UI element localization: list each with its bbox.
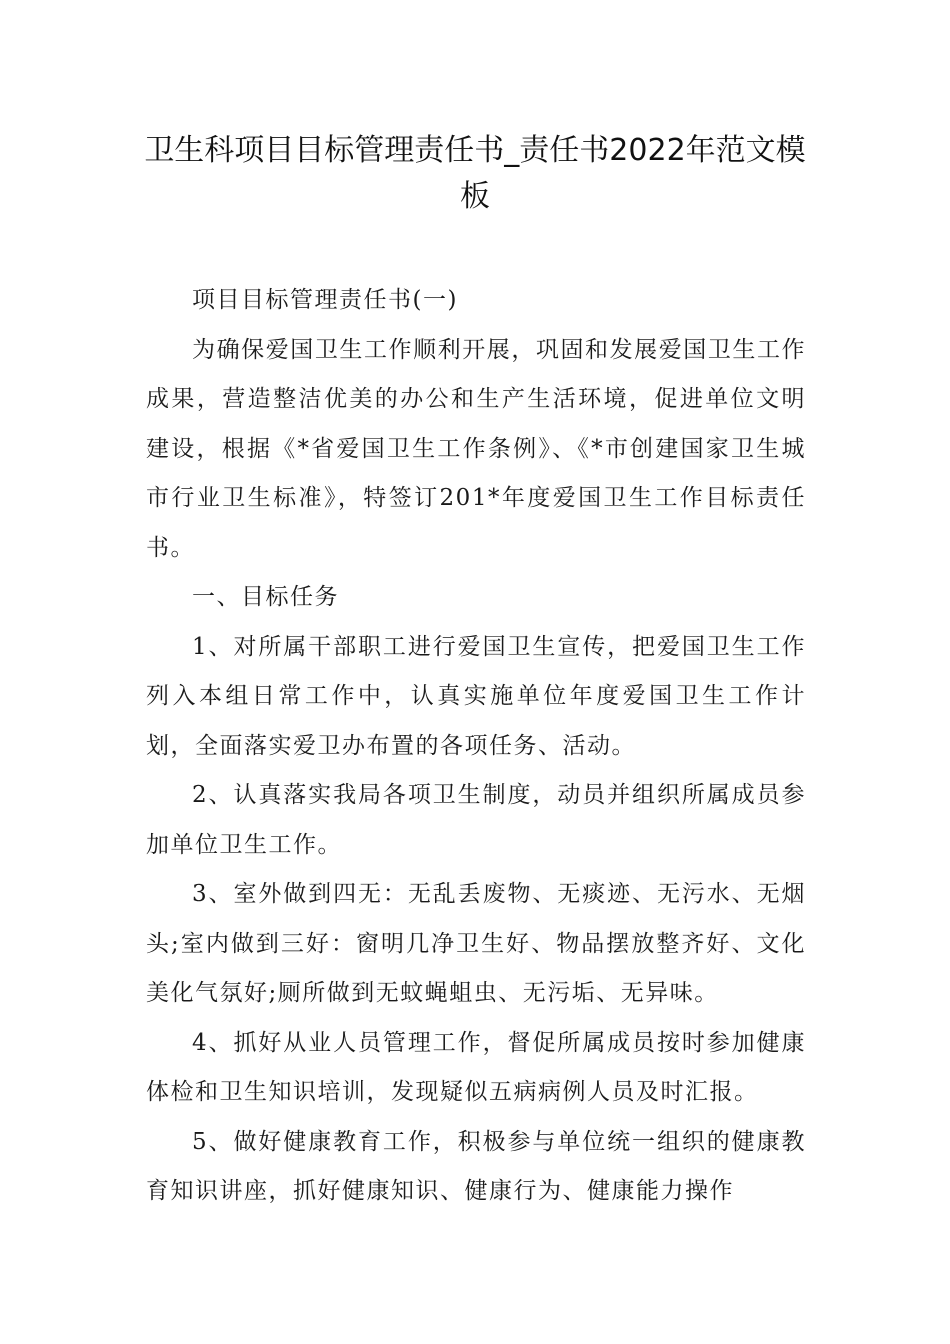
- document-title: 卫生科项目目标管理责任书_责任书2022年范文模板: [144, 133, 806, 214]
- list-item: 4、抓好从业人员管理工作，督促所属成员按时参加健康体检和卫生知识培训，发现疑似五病病例人员及时汇报。: [146, 1029, 806, 1105]
- section-heading: 项目目标管理责任书(一): [192, 287, 458, 313]
- list-item: 1、对所属干部职工进行爱国卫生宣传，把爱国卫生工作列入本组日常工作中，认真实施单位年度爱国卫生工作计划，全面落实爱卫办布置的各项任务、活动。: [146, 633, 806, 759]
- list-item: 5、做好健康教育工作，积极参与单位统一组织的健康教育知识讲座，抓好健康知识、健康行为、健康能力操作: [146, 1128, 806, 1204]
- section-heading: 一、目标任务: [192, 584, 339, 610]
- document-body: [146, 276, 806, 1217]
- list-item: 3、室外做到四无：无乱丢废物、无痰迹、无污水、无烟头;室内做到三好：窗明几净卫生好、物品摆放整齐好、文化美化气氛好;厕所做到无蚊蝇蛆虫、无污垢、无异味。: [146, 881, 806, 1006]
- intro-paragraph: 为确保爱国卫生工作顺利开展，巩固和发展爱国卫生工作成果，营造整洁优美的办公和生产生活环境，促进单位文明建设，根据《*省爱国卫生工作条例》、《*市创建国家卫生城市行业卫生标准》，特签订201*年度爱国卫生工作目标责任书。: [146, 336, 806, 561]
- list-item: 2、认真落实我局各项卫生制度，动员并组织所属成员参加单位卫生工作。: [146, 782, 806, 858]
